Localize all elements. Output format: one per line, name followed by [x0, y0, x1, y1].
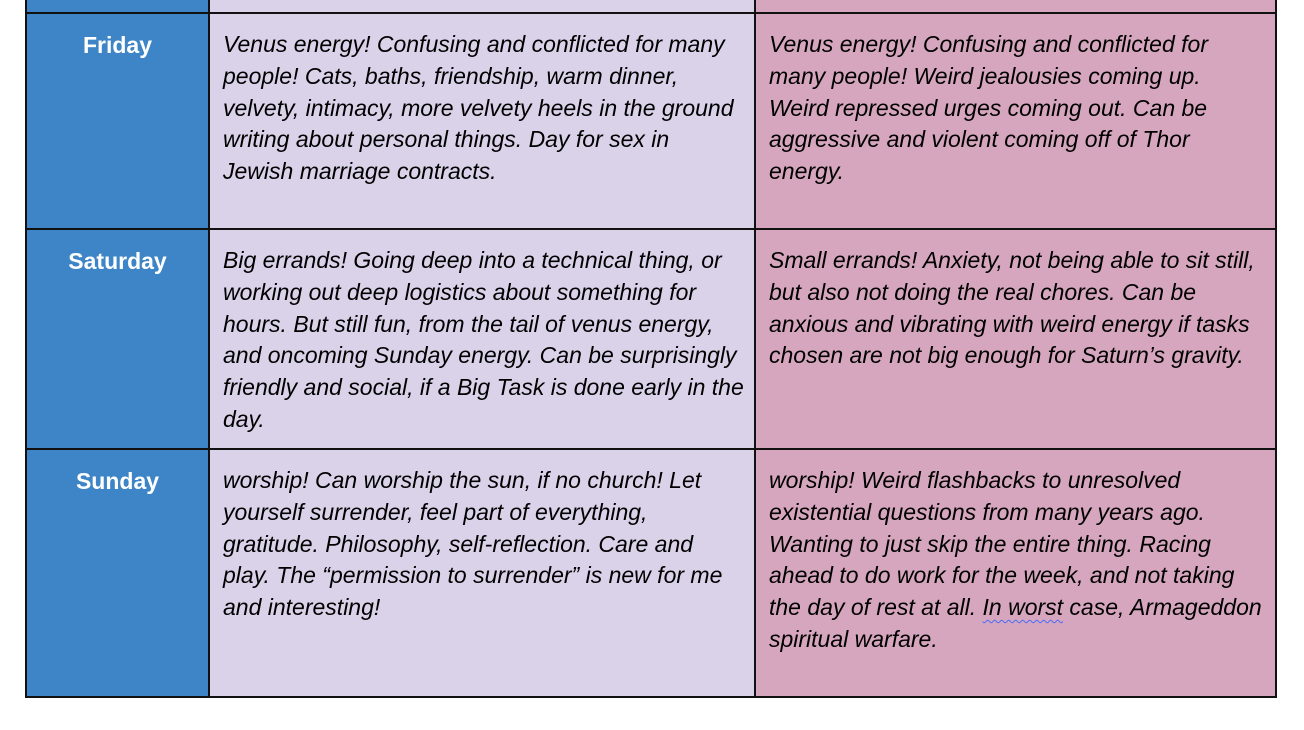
weekday-energy-table — [25, 0, 1277, 698]
negative-text-sunday-start: worship! Weird flashbacks to unresolved existential questions from many years ago. Wanting to just skip the entire thing. Racing ahead to do work for the week, and not taking the day of rest at all. — [769, 467, 1235, 621]
positive-cell-partial — [209, 0, 755, 13]
spellcheck-flagged-text[interactable]: In worst — [982, 594, 1064, 621]
day-cell-saturday[interactable]: Saturday — [26, 229, 209, 449]
day-cell-sunday[interactable]: Sunday — [26, 449, 209, 697]
day-cell-partial — [26, 0, 209, 13]
table-row-previous-partial — [26, 0, 1276, 13]
negative-cell-partial — [755, 0, 1276, 13]
positive-cell-sunday[interactable]: worship! Can worship the sun, if no church! Let yourself surrender, feel part of everything, gratitude. Philosophy, self-reflection. Care and play. The “permission to surrender” is new for me and interesting! — [209, 449, 755, 697]
table-row-friday — [26, 13, 1276, 229]
positive-cell-saturday[interactable]: Big errands! Going deep into a technical thing, or working out deep logistics about something for hours. But still fun, from the tail of venus energy, and oncoming Sunday energy. Can be surprisingly friendly and social, if a Big Task is done early in the day. — [209, 229, 755, 449]
negative-text-sunday-end: case, Armageddon spiritual warfare. — [769, 594, 1262, 652]
day-cell-friday[interactable]: Friday — [26, 13, 209, 229]
negative-cell-saturday[interactable]: Small errands! Anxiety, not being able to sit still, but also not doing the real chores. Can be anxious and vibrating with weird energy if tasks chosen are not big enough for Saturn’s gravity. — [755, 229, 1276, 449]
negative-cell-sunday[interactable] — [755, 449, 1276, 697]
positive-cell-friday[interactable]: Venus energy! Confusing and conflicted for many people! Cats, baths, friendship, warm dinner, velvety, intimacy, more velvety heels in the ground writing about personal things. Day for sex in Jewish marriage contracts. — [209, 13, 755, 229]
table-row-sunday — [26, 449, 1276, 697]
negative-cell-friday[interactable]: Venus energy! Confusing and conflicted for many people! Weird jealousies coming up. Weird repressed urges coming out. Can be aggressive and violent coming off of Thor energy. — [755, 13, 1276, 229]
table-row-saturday — [26, 229, 1276, 449]
